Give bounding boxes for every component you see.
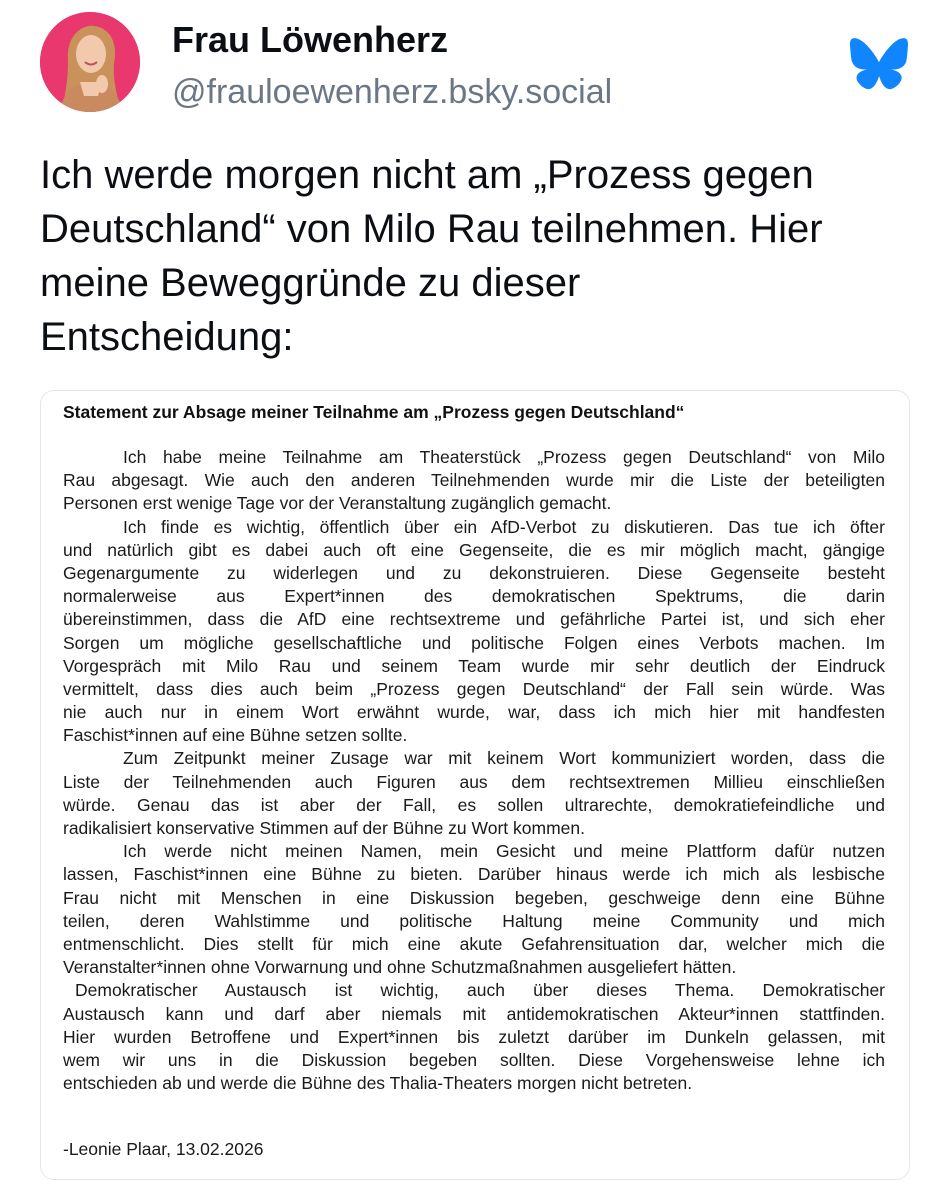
bluesky-butterfly-icon[interactable] bbox=[850, 38, 908, 90]
statement-line: Liste der Teilnehmenden auch Figuren aus dem rechtsextremen Millieu einschließen bbox=[63, 771, 885, 792]
statement-line: Frau nicht mit Menschen in eine Diskussion begeben, geschweige denn eine Bühne bbox=[63, 887, 885, 908]
statement-line: Demokratischer Austausch ist wichtig, auch über dieses Thema. Demokratischer bbox=[75, 980, 885, 1001]
statement-image[interactable] bbox=[40, 390, 910, 1180]
avatar[interactable] bbox=[40, 12, 140, 112]
statement-body bbox=[63, 446, 885, 1095]
statement-line: entschieden ab und werde die Bühne des Thalia-Theaters morgen nicht betreten. bbox=[63, 1073, 693, 1094]
statement-line: nie auch nur in einem Wort erwähnt wurde, war, dass ich mich hier mit handfesten bbox=[63, 702, 885, 723]
statement-title: Statement zur Absage meiner Teilnahme am „Prozess gegen Deutschland“ bbox=[63, 402, 685, 422]
statement-line: Austausch kann und darf aber niemals mit antidemokratischen Akteur*innen stattfinden. bbox=[63, 1003, 885, 1024]
statement-line: Gegenargumente zu widerlegen und zu dekonstruieren. Diese Gegenseite besteht bbox=[63, 562, 885, 583]
statement-line: Vorgespräch mit Milo Rau und seinem Team wurde mir sehr deutlich der Eindruck bbox=[63, 655, 885, 676]
statement-line: und natürlich gibt es dabei auch oft eine Gegenseite, die es mir möglich macht, gängige bbox=[63, 539, 885, 560]
statement-line: lassen, Faschist*innen eine Bühne zu bieten. Darüber hinaus werde ich mich als lesbische bbox=[63, 864, 885, 885]
statement-line: Zum Zeitpunkt meiner Zusage war mit keinem Wort kommuniziert worden, dass die bbox=[123, 748, 885, 769]
post-text-line: meine Beweggründe zu dieser bbox=[40, 261, 581, 305]
post-text-line: Ich werde morgen nicht am „Prozess gegen bbox=[40, 153, 814, 197]
statement-line: teilen, deren Wahlstimme und politische Haltung meine Community und mich bbox=[63, 910, 885, 931]
statement-line: Rau abgesagt. Wie auch den anderen Teilnehmenden wurde mir die Liste der beteiligten bbox=[63, 470, 885, 491]
statement-line: normalerweise aus Expert*innen des demokratischen Spektrums, die darin bbox=[63, 586, 885, 607]
author-handle[interactable]: @frauloewenherz.bsky.social bbox=[172, 73, 613, 111]
statement-line: vermittelt, dass dies auch beim „Prozess gegen Deutschland“ der Fall sein würde. Was bbox=[63, 678, 885, 699]
statement-line: Ich habe meine Teilnahme am Theaterstück „Prozess gegen Deutschland“ von Milo bbox=[123, 447, 885, 467]
statement-signature: -Leonie Plaar, 13.02.2026 bbox=[63, 1139, 264, 1159]
post-text-line: Deutschland“ von Milo Rau teilnehmen. Hier bbox=[40, 207, 823, 251]
statement-line: Sorgen um mögliche gesellschaftliche und politische Folgen eines Verbots machen. Im bbox=[63, 632, 885, 653]
statement-line: entmenschlicht. Dies stellt für mich eine akute Gefahrensituation dar, welcher mich die bbox=[63, 933, 885, 954]
post-text-line: Entscheidung: bbox=[40, 315, 294, 359]
statement-line: wem wir uns in die Diskussion begeben sollten. Diese Vorgehensweise lehne ich bbox=[63, 1049, 885, 1070]
statement-line: übereinstimmen, dass die AfD eine rechtsextreme und gefährliche Partei ist, und sich eher bbox=[63, 609, 885, 630]
statement-line: radikalisiert konservative Stimmen auf der Bühne zu Wort kommen. bbox=[63, 818, 585, 838]
statement-line: Personen erst wenige Tage vor der Veranstaltung zugänglich gemacht. bbox=[63, 493, 612, 514]
post-text bbox=[40, 148, 920, 364]
statement-line: Ich werde nicht meinen Namen, mein Gesicht und meine Plattform dafür nutzen bbox=[123, 841, 885, 862]
author-name[interactable]: Frau Löwenherz bbox=[172, 19, 449, 60]
profile-photo-icon bbox=[40, 12, 140, 112]
statement-line: Ich finde es wichtig, öffentlich über ein AfD-Verbot zu diskutieren. Das tue ich öfter bbox=[123, 516, 885, 537]
statement-line: Hier wurden Betroffene und Expert*innen bis zuletzt darüber im Dunkeln gelassen, mit bbox=[63, 1026, 885, 1047]
statement-line: Veranstalter*innen ohne Vorwarnung und ohne Schutzmaßnahmen ausgeliefert hätten. bbox=[63, 957, 737, 978]
statement-line: Faschist*innen auf eine Bühne setzen sollte. bbox=[63, 725, 408, 746]
statement-line: würde. Genau das ist aber der Fall, es sollen ultrarechte, demokratiefeindliche und bbox=[63, 794, 885, 815]
